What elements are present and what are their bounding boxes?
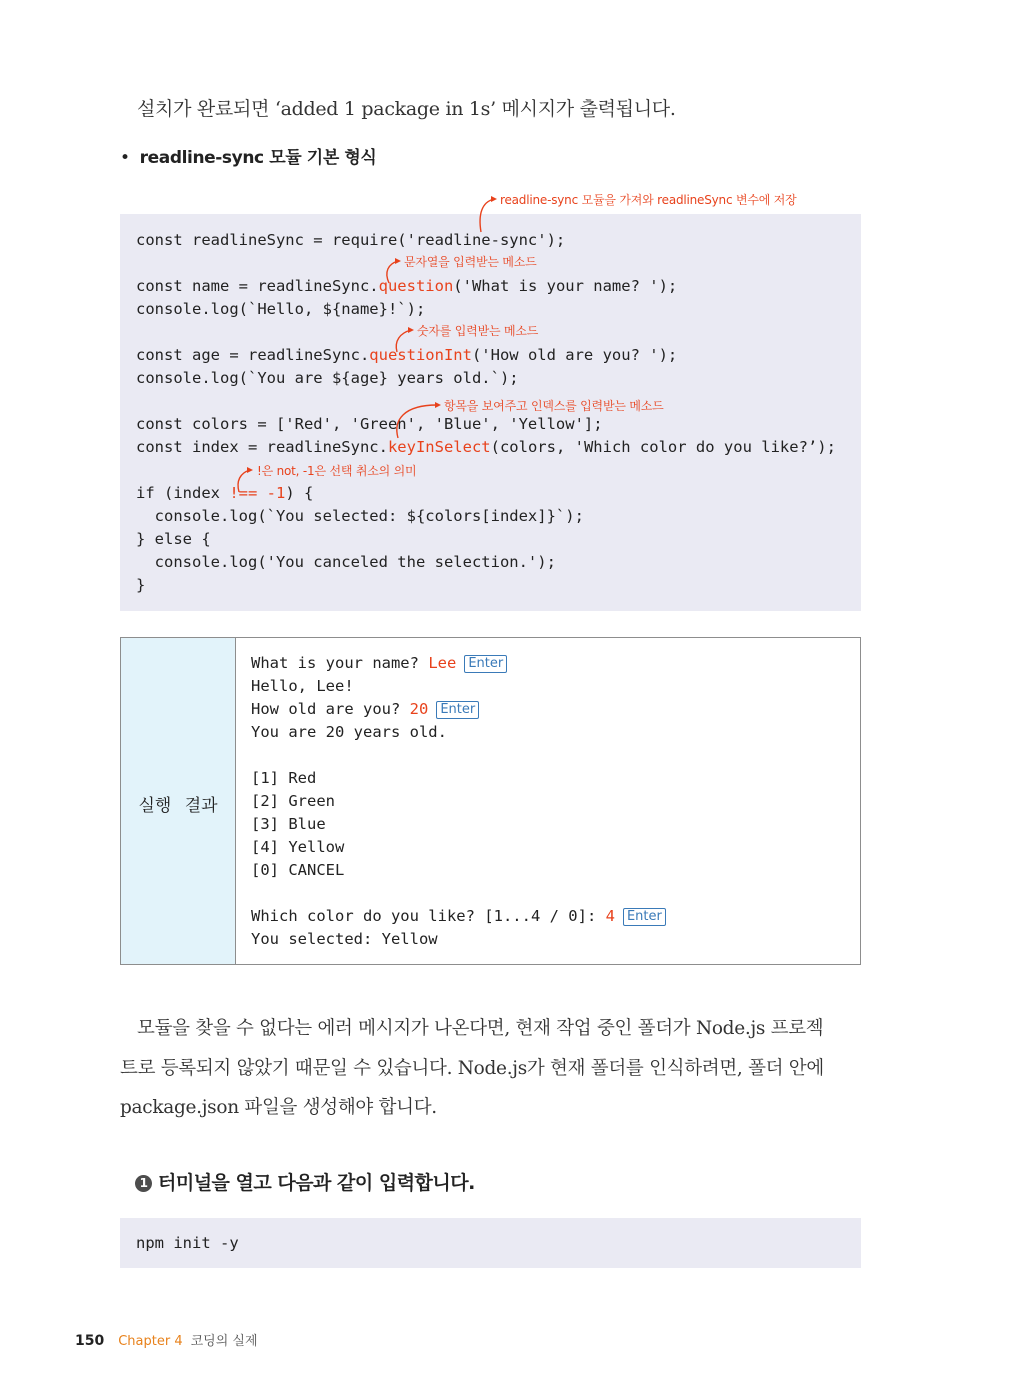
result-label: 실행 결과 <box>138 796 218 816</box>
code-line: console.log(`You selected: ${colors[index]}`); <box>136 507 584 525</box>
user-input: Lee <box>428 654 457 672</box>
npm-code-block <box>120 1218 861 1268</box>
code-line: const index = readlineSync.keyInSelect(colors, 'Which color do you like?’); <box>136 438 836 456</box>
code-highlight: question <box>378 277 454 295</box>
intro-text: 설치가 완료되면 ‘added 1 package in 1s’ 메시지가 출력됩니다. <box>137 98 676 120</box>
chapter-title: 코딩의 실제 <box>190 1334 258 1349</box>
output-line: What is your name? Lee Enter <box>251 653 507 673</box>
paragraph-line: package.json 파일을 생성해야 합니다. <box>120 1097 437 1118</box>
output-line: Which color do you like? [1...4 / 0]: 4 Enter <box>251 906 666 926</box>
chapter-label: Chapter 4 <box>118 1334 183 1349</box>
paragraph-line: 트로 등록되지 않았기 때문일 수 있습니다. Node.js가 현재 폴더를 인식하려면, 폴더 안에 <box>120 1058 824 1079</box>
output-line: [1] Red <box>251 769 317 787</box>
code-line: const name = readlineSync.question('What is your name? '); <box>136 277 678 295</box>
code-highlight: questionInt <box>369 346 472 364</box>
annotation-question: 문자열을 입력받는 메소드 <box>404 255 537 269</box>
section-heading <box>120 143 376 168</box>
page-number: 150 <box>75 1333 105 1349</box>
output-line: Hello, Lee! <box>251 677 354 695</box>
code-line: } <box>136 576 146 594</box>
output-line: How old are you? 20 Enter <box>251 699 479 719</box>
step-number-icon: 1 <box>135 1175 152 1192</box>
code-line: if (index !== -1) { <box>136 484 314 502</box>
user-input: 4 <box>605 907 615 925</box>
section-title: readline-sync 모듈 기본 형식 <box>139 148 377 168</box>
annotation-require: readline-sync 모듈을 가져와 readlineSync 변수에 저장 <box>500 193 797 207</box>
enter-key-icon: Enter <box>623 908 666 926</box>
output-line: [3] Blue <box>251 815 326 833</box>
step-heading <box>135 1168 475 1195</box>
output-line: You are 20 years old. <box>251 723 447 741</box>
code-line: console.log(`You are ${age} years old.`); <box>136 369 519 387</box>
code-highlight: keyInSelect <box>387 438 491 456</box>
annotation-keyInSelect: 항목을 보여주고 인덱스를 입력받는 메소드 <box>444 399 664 413</box>
code-line: const colors = ['Red', 'Green', 'Blue', 'Yellow']; <box>136 415 603 433</box>
paragraph-line: 모듈을 찾을 수 없다는 에러 메시지가 나온다면, 현재 작업 중인 폴더가 Node.js 프로젝 <box>137 1018 824 1039</box>
code-line: const age = readlineSync.questionInt('How old are you? '); <box>136 346 678 364</box>
result-label-cell <box>121 638 236 964</box>
code-line: console.log(`Hello, ${name}!`); <box>136 300 426 318</box>
output-line: You selected: Yellow <box>251 930 438 948</box>
result-table <box>120 637 861 965</box>
code-line: console.log('You canceled the selection.'); <box>136 553 556 571</box>
annotation-not-equal: !은 not, -1은 선택 취소의 의미 <box>257 464 417 478</box>
enter-key-icon: Enter <box>464 655 507 673</box>
bullet: • <box>120 148 130 168</box>
step-text: 터미널을 열고 다음과 같이 입력합니다. <box>158 1172 475 1194</box>
output-line: [2] Green <box>251 792 335 810</box>
page-footer <box>75 1330 258 1349</box>
code-line: const readlineSync = require('readline-sync'); <box>136 231 566 249</box>
code-line: npm init -y <box>136 1234 239 1252</box>
code-line: } else { <box>136 530 211 548</box>
user-input: 20 <box>409 700 429 718</box>
output-line: [0] CANCEL <box>251 861 345 879</box>
output-line: [4] Yellow <box>251 838 345 856</box>
code-highlight: !== -1 <box>229 484 286 502</box>
annotation-questionInt: 숫자를 입력받는 메소드 <box>417 324 539 338</box>
enter-key-icon: Enter <box>436 701 479 719</box>
